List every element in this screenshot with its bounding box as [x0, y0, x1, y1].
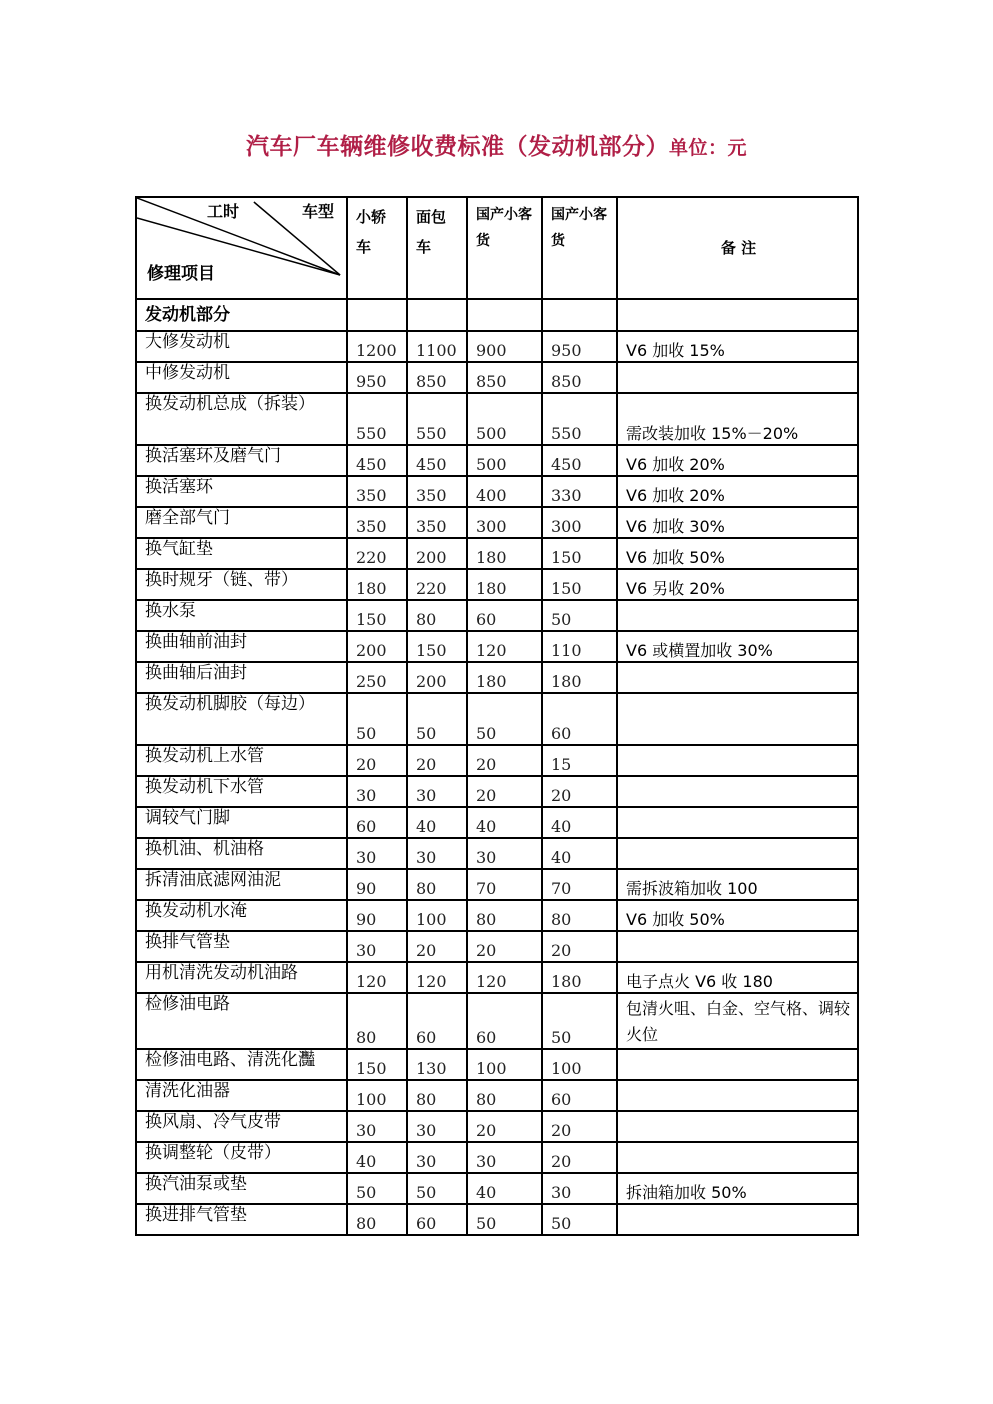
price-domestic-1-cell: 50	[467, 1204, 542, 1235]
price-van-cell: 1100	[407, 331, 467, 362]
diagonal-header-cell	[136, 197, 347, 299]
price-car-cell: 50	[347, 1173, 407, 1204]
note-cell: 包清火咀、白金、空气格、调较火位	[617, 993, 858, 1049]
repair-item-cell: 换时规牙（链、带）	[136, 569, 347, 600]
price-van-cell: 100	[407, 900, 467, 931]
note-cell: 需改装加收 15%－20%	[617, 393, 858, 445]
price-van-cell: 80	[407, 1080, 467, 1111]
header-hours-label: 工时	[207, 202, 240, 221]
repair-item-cell: 检修油电路、清洗化灩	[136, 1049, 347, 1080]
note-cell: V6 加收 20%	[617, 445, 858, 476]
price-car-cell: 90	[347, 900, 407, 931]
price-domestic-2-cell: 60	[542, 693, 617, 745]
table-row	[136, 931, 858, 962]
price-domestic-1-cell: 40	[467, 1173, 542, 1204]
section-row	[136, 299, 858, 331]
table-row	[136, 507, 858, 538]
price-van-cell: 30	[407, 1142, 467, 1173]
price-car-cell: 20	[347, 745, 407, 776]
note-cell	[617, 362, 858, 393]
price-domestic-1-cell: 70	[467, 869, 542, 900]
price-van-cell: 350	[407, 507, 467, 538]
table-row	[136, 962, 858, 993]
repair-item-cell: 换排气管垫	[136, 931, 347, 962]
price-car-cell: 120	[347, 962, 407, 993]
repair-item-cell: 换发动机水淹	[136, 900, 347, 931]
note-cell	[617, 1142, 858, 1173]
price-domestic-2-cell: 850	[542, 362, 617, 393]
repair-item-cell: 换曲轴后油封	[136, 662, 347, 693]
section-empty-cell	[542, 299, 617, 331]
price-domestic-1-cell: 180	[467, 538, 542, 569]
price-domestic-2-cell: 50	[542, 993, 617, 1049]
header-vehicle-type-label: 车型	[301, 202, 334, 221]
price-van-cell: 350	[407, 476, 467, 507]
price-domestic-2-cell: 20	[542, 1142, 617, 1173]
price-domestic-1-cell: 50	[467, 693, 542, 745]
header-domestic-2-label: 国产小客货	[551, 207, 607, 249]
title-main: 汽车厂车辆维修收费标准（发动机部分）	[245, 133, 669, 160]
price-car-cell: 1200	[347, 331, 407, 362]
header-car	[347, 197, 407, 299]
price-domestic-1-cell: 100	[467, 1049, 542, 1080]
price-domestic-2-cell: 100	[542, 1049, 617, 1080]
repair-item-cell: 换水泵	[136, 600, 347, 631]
table-row	[136, 600, 858, 631]
repair-item-cell: 换活塞环	[136, 476, 347, 507]
note-cell	[617, 600, 858, 631]
price-van-cell: 220	[407, 569, 467, 600]
section-empty-cell	[617, 299, 858, 331]
repair-item-cell: 换机油、机油格	[136, 838, 347, 869]
repair-item-cell: 换发动机总成（拆装）	[136, 393, 347, 445]
note-cell: V6 加收 20%	[617, 476, 858, 507]
document-title	[0, 128, 993, 161]
price-car-cell: 100	[347, 1080, 407, 1111]
price-domestic-1-cell: 120	[467, 631, 542, 662]
note-cell: V6 加收 50%	[617, 538, 858, 569]
price-van-cell: 80	[407, 600, 467, 631]
price-car-cell: 80	[347, 993, 407, 1049]
repair-item-cell: 换发动机脚胶（每边）	[136, 693, 347, 745]
price-domestic-2-cell: 180	[542, 962, 617, 993]
price-van-cell: 130	[407, 1049, 467, 1080]
table-row	[136, 1080, 858, 1111]
price-domestic-1-cell: 500	[467, 393, 542, 445]
table-row	[136, 331, 858, 362]
table-row	[136, 445, 858, 476]
table-row	[136, 1142, 858, 1173]
price-domestic-2-cell: 300	[542, 507, 617, 538]
price-domestic-1-cell: 900	[467, 331, 542, 362]
price-domestic-1-cell: 40	[467, 807, 542, 838]
repair-item-cell: 大修发动机	[136, 331, 347, 362]
price-domestic-1-cell: 180	[467, 662, 542, 693]
price-domestic-1-cell: 20	[467, 745, 542, 776]
price-car-cell: 40	[347, 1142, 407, 1173]
note-cell	[617, 1080, 858, 1111]
repair-item-cell: 换活塞环及磨气门	[136, 445, 347, 476]
title-unit: 单位：元	[668, 137, 747, 159]
price-domestic-1-cell: 60	[467, 600, 542, 631]
price-van-cell: 450	[407, 445, 467, 476]
table-row	[136, 631, 858, 662]
price-van-cell: 20	[407, 745, 467, 776]
repair-item-cell: 换发动机下水管	[136, 776, 347, 807]
price-van-cell: 40	[407, 807, 467, 838]
price-car-cell: 50	[347, 693, 407, 745]
price-car-cell: 30	[347, 838, 407, 869]
price-domestic-1-cell: 80	[467, 1080, 542, 1111]
repair-item-cell: 换发动机上水管	[136, 745, 347, 776]
header-domestic-2	[542, 197, 617, 299]
price-car-cell: 950	[347, 362, 407, 393]
price-van-cell: 60	[407, 993, 467, 1049]
table-row	[136, 807, 858, 838]
repair-item-cell: 用机清洗发动机油路	[136, 962, 347, 993]
table-row	[136, 693, 858, 745]
price-car-cell: 350	[347, 476, 407, 507]
note-cell: V6 加收 50%	[617, 900, 858, 931]
header-note	[617, 197, 858, 299]
price-van-cell: 30	[407, 1111, 467, 1142]
table-row	[136, 1111, 858, 1142]
table-row	[136, 745, 858, 776]
price-domestic-2-cell: 950	[542, 331, 617, 362]
table-row	[136, 1049, 858, 1080]
price-domestic-1-cell: 180	[467, 569, 542, 600]
price-car-cell: 200	[347, 631, 407, 662]
price-van-cell: 550	[407, 393, 467, 445]
note-cell	[617, 807, 858, 838]
price-domestic-2-cell: 40	[542, 807, 617, 838]
price-car-cell: 80	[347, 1204, 407, 1235]
note-cell: V6 另收 20%	[617, 569, 858, 600]
price-domestic-1-cell: 400	[467, 476, 542, 507]
price-domestic-2-cell: 180	[542, 662, 617, 693]
price-domestic-1-cell: 20	[467, 931, 542, 962]
repair-item-cell: 换气缸垫	[136, 538, 347, 569]
note-cell: 拆油箱加收 50%	[617, 1173, 858, 1204]
table-row	[136, 993, 858, 1049]
note-cell: 电子点火 V6 收 180	[617, 962, 858, 993]
header-repair-item-label: 修理项目	[147, 264, 215, 284]
price-domestic-1-cell: 80	[467, 900, 542, 931]
price-domestic-1-cell: 20	[467, 776, 542, 807]
price-domestic-2-cell: 110	[542, 631, 617, 662]
price-domestic-1-cell: 300	[467, 507, 542, 538]
price-car-cell: 60	[347, 807, 407, 838]
price-domestic-2-cell: 80	[542, 900, 617, 931]
table-row	[136, 776, 858, 807]
price-domestic-1-cell: 850	[467, 362, 542, 393]
repair-item-cell: 换汽油泵或垫	[136, 1173, 347, 1204]
price-van-cell: 50	[407, 693, 467, 745]
price-car-cell: 250	[347, 662, 407, 693]
table-row	[136, 569, 858, 600]
price-domestic-2-cell: 330	[542, 476, 617, 507]
repair-item-cell: 检修油电路	[136, 993, 347, 1049]
price-van-cell: 850	[407, 362, 467, 393]
repair-item-cell: 磨全部气门	[136, 507, 347, 538]
note-cell	[617, 745, 858, 776]
note-cell: V6 加收 30%	[617, 507, 858, 538]
section-empty-cell	[407, 299, 467, 331]
section-empty-cell	[347, 299, 407, 331]
price-van-cell: 80	[407, 869, 467, 900]
price-van-cell: 30	[407, 838, 467, 869]
header-van-label: 面包车	[416, 208, 447, 256]
repair-item-cell: 换曲轴前油封	[136, 631, 347, 662]
repair-item-cell: 调较气门脚	[136, 807, 347, 838]
note-cell	[617, 931, 858, 962]
price-domestic-2-cell: 20	[542, 931, 617, 962]
price-domestic-2-cell: 50	[542, 600, 617, 631]
price-car-cell: 30	[347, 776, 407, 807]
repair-item-cell: 中修发动机	[136, 362, 347, 393]
price-van-cell: 200	[407, 538, 467, 569]
price-domestic-2-cell: 60	[542, 1080, 617, 1111]
price-domestic-2-cell: 550	[542, 393, 617, 445]
table-row	[136, 476, 858, 507]
price-car-cell: 150	[347, 1049, 407, 1080]
section-empty-cell	[467, 299, 542, 331]
price-car-cell: 30	[347, 1111, 407, 1142]
price-domestic-2-cell: 20	[542, 776, 617, 807]
header-domestic-1-label: 国产小客货	[476, 207, 532, 249]
price-domestic-2-cell: 150	[542, 569, 617, 600]
table-row	[136, 362, 858, 393]
price-domestic-1-cell: 500	[467, 445, 542, 476]
price-domestic-1-cell: 60	[467, 993, 542, 1049]
price-domestic-1-cell: 30	[467, 838, 542, 869]
header-van	[407, 197, 467, 299]
table-row	[136, 838, 858, 869]
table-row	[136, 393, 858, 445]
note-cell	[617, 662, 858, 693]
price-car-cell: 450	[347, 445, 407, 476]
note-cell	[617, 1204, 858, 1235]
price-domestic-2-cell: 450	[542, 445, 617, 476]
fee-table	[135, 196, 859, 1236]
note-cell: V6 加收 15%	[617, 331, 858, 362]
price-car-cell: 90	[347, 869, 407, 900]
price-domestic-2-cell: 20	[542, 1111, 617, 1142]
price-car-cell: 180	[347, 569, 407, 600]
price-car-cell: 350	[347, 507, 407, 538]
price-domestic-2-cell: 40	[542, 838, 617, 869]
repair-item-cell: 换进排气管垫	[136, 1204, 347, 1235]
note-cell	[617, 1111, 858, 1142]
price-van-cell: 50	[407, 1173, 467, 1204]
repair-item-cell: 换调整轮（皮带）	[136, 1142, 347, 1173]
note-cell	[617, 776, 858, 807]
price-domestic-2-cell: 50	[542, 1204, 617, 1235]
note-cell: V6 或横置加收 30%	[617, 631, 858, 662]
note-cell	[617, 1049, 858, 1080]
price-domestic-2-cell: 30	[542, 1173, 617, 1204]
table-row	[136, 1204, 858, 1235]
price-van-cell: 60	[407, 1204, 467, 1235]
repair-item-cell: 换风扇、冷气皮带	[136, 1111, 347, 1142]
price-car-cell: 220	[347, 538, 407, 569]
price-car-cell: 30	[347, 931, 407, 962]
repair-item-cell: 清洗化油器	[136, 1080, 347, 1111]
table-row	[136, 869, 858, 900]
price-domestic-1-cell: 120	[467, 962, 542, 993]
header-row	[136, 197, 858, 299]
table-row	[136, 538, 858, 569]
price-domestic-1-cell: 20	[467, 1111, 542, 1142]
header-note-label: 备 注	[720, 239, 757, 257]
price-car-cell: 550	[347, 393, 407, 445]
note-cell	[617, 838, 858, 869]
section-label: 发动机部分	[136, 299, 347, 331]
price-van-cell: 30	[407, 776, 467, 807]
price-van-cell: 120	[407, 962, 467, 993]
header-car-label: 小轿车	[356, 208, 387, 256]
price-car-cell: 150	[347, 600, 407, 631]
price-domestic-2-cell: 15	[542, 745, 617, 776]
table-row	[136, 1173, 858, 1204]
price-van-cell: 200	[407, 662, 467, 693]
price-domestic-2-cell: 150	[542, 538, 617, 569]
price-domestic-1-cell: 30	[467, 1142, 542, 1173]
header-domestic-1	[467, 197, 542, 299]
price-domestic-2-cell: 70	[542, 869, 617, 900]
table-row	[136, 900, 858, 931]
repair-item-cell: 拆清油底滤网油泥	[136, 869, 347, 900]
note-cell: 需拆波箱加收 100	[617, 869, 858, 900]
note-cell	[617, 693, 858, 745]
price-van-cell: 20	[407, 931, 467, 962]
price-van-cell: 150	[407, 631, 467, 662]
table-row	[136, 662, 858, 693]
